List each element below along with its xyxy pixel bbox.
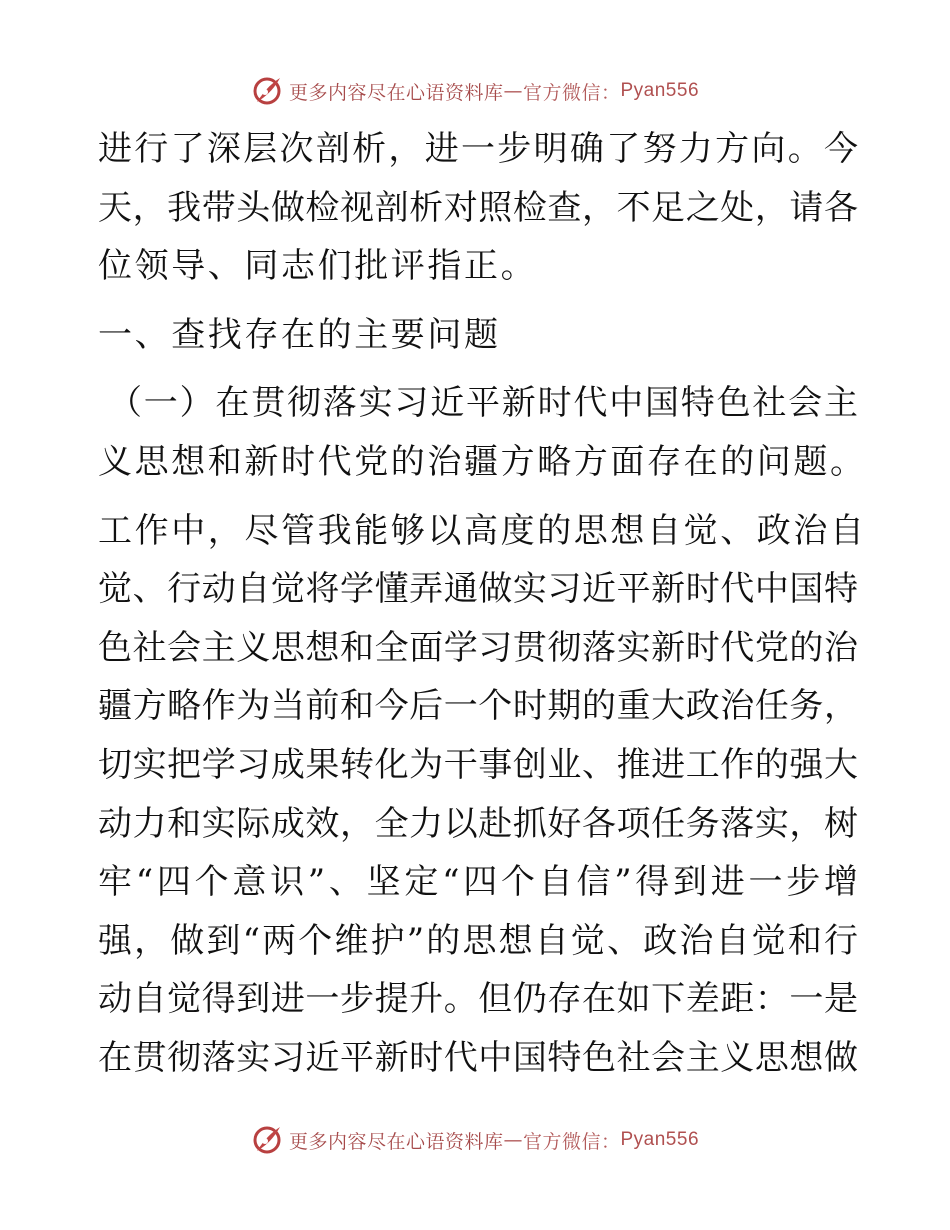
watermark-footer — [0, 1120, 950, 1160]
text-line: 强，做到“两个维护”的思想自觉、政治自觉和行 — [98, 920, 858, 961]
text-line: 进行了深层次剖析，进一步明确了努力方向。今 — [98, 129, 858, 169]
watermark-id: Pyan556 — [620, 1129, 700, 1150]
watermark-header — [0, 71, 950, 111]
paragraph-intro — [98, 120, 858, 296]
watermark-separator: — — [503, 80, 523, 102]
subsection-heading — [98, 374, 867, 491]
watermark-text: 更多内容尽在心语资料库 — [288, 1130, 504, 1153]
text-line: 天，我带头做检视剖析对照检查，不足之处，请各 — [98, 187, 858, 228]
text-line: 疆方略作为当前和今后一个时期的重大政治任务， — [98, 686, 858, 727]
watermark-contact: 官方微信： — [522, 81, 621, 104]
watermark-text: 更多内容尽在心语资料库 — [288, 81, 504, 104]
feather-pen-logo-icon — [251, 75, 283, 107]
text-line: 动自觉得到进一步提升。但仍存在如下差距：一是 — [98, 979, 858, 1020]
text-line: 色社会主义思想和全面学习贯彻落实新时代党的治 — [98, 627, 858, 668]
heading-line: （一）在贯彻落实习近平新时代中国特色社会主 — [108, 383, 858, 424]
heading-line: 义思想和新时代党的治疆方略方面存在的问题。 — [98, 441, 867, 482]
watermark-id: Pyan556 — [620, 80, 700, 101]
text-line: 觉、行动自觉将学懂弄通做实习近平新时代中国特 — [98, 569, 858, 610]
text-line: 切实把学习成果转化为干事创业、推进工作的强大 — [98, 744, 858, 785]
paragraph-body — [98, 502, 867, 1088]
text-line: 位领导、同志们批评指正。 — [98, 246, 538, 287]
text-line: 在贯彻落实习近平新时代中国特色社会主义思想做 — [98, 1037, 858, 1078]
feather-pen-logo-icon — [251, 1124, 283, 1156]
text-line: 动力和实际成效，全力以赴抓好各项任务落实，树 — [98, 803, 858, 844]
text-line: 工作中，尽管我能够以高度的思想自觉、政治自 — [98, 510, 867, 551]
watermark-contact: 官方微信： — [522, 1130, 621, 1153]
section-heading — [98, 306, 858, 365]
heading-line: 一、查找存在的主要问题 — [98, 314, 501, 355]
document-body — [98, 120, 867, 1088]
text-line: 牢“四个意识”、坚定“四个自信”得到进一步增 — [98, 862, 858, 903]
watermark-separator: — — [503, 1129, 523, 1151]
